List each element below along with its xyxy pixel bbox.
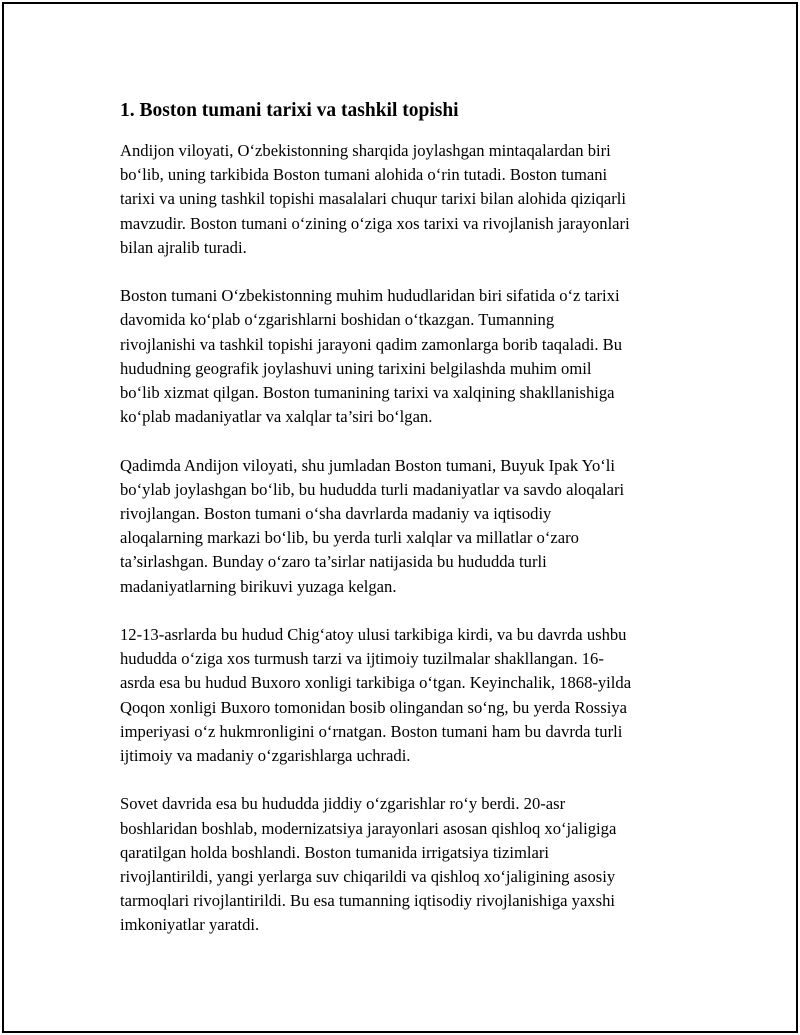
paragraph-line: Andijon viloyati, O‘zbekistonning sharqida joylashgan mintaqalardan biri (120, 141, 611, 160)
body-paragraph (120, 454, 700, 599)
paragraph-line: ijtimoiy va madaniy o‘zgarishlarga uchradi. (120, 746, 411, 766)
paragraph-line: hududning geografik joylashuvi uning tarixini belgilashda muhim omil (120, 358, 592, 378)
section-heading: 1. Boston tumani tarixi va tashkil topishi (120, 100, 459, 121)
paragraph-line: tarixi va uning tashkil topishi masalalari chuqur tarixi bilan alohida qiziqarli (120, 189, 626, 209)
paragraph-line: Boston tumani O‘zbekistonning muhim hududlaridan biri sifatida o‘z tarixi (120, 286, 620, 306)
body-paragraph (120, 284, 700, 429)
document-content (120, 99, 700, 962)
paragraph-line: ko‘plab madaniyatlar va xalqlar ta’siri bo‘lgan. (120, 407, 433, 427)
paragraph-line: bo‘lib xizmat qilgan. Boston tumanining tarixi va xalqining shakllanishiga (120, 383, 615, 403)
paragraph-line: madaniyatlarning birikuvi yuzaga kelgan. (120, 576, 397, 596)
paragraph-line: rivojlantirildi, yangi yerlarga suv chiqarildi va qishloq xo‘jaligining asosiy (120, 867, 616, 887)
paragraph-line: aloqalarning markazi bo‘lib, bu yerda turli xalqlar va millatlar o‘zaro (120, 528, 579, 548)
paragraph-line: 12-13-asrlarda bu hudud Chig‘atoy ulusi tarkibiga kirdi, va bu davrda ushbu (120, 625, 627, 645)
paragraph-line: davomida ko‘plab o‘zgarishlarni boshidan o‘tkazgan. Tumanning (120, 310, 555, 330)
paragraph-line: Qadimda Andijon viloyati, shu jumladan Boston tumani, Buyuk Ipak Yo‘li (120, 455, 616, 475)
paragraph-line: hududda o‘ziga xos turmush tarzi va ijtimoiy tuzilmalar shakllangan. 16- (120, 649, 604, 669)
body-paragraph (120, 623, 700, 768)
paragraph-line: tarmoqlari rivojlantirildi. Bu esa tumanning iqtisodiy rivojlanishiga yaxshi (120, 891, 615, 911)
paragraph-line: bo‘ylab joylashgan bo‘lib, bu hududda turli madaniyatlar va savdo aloqalari (120, 479, 625, 499)
paragraph-line: rivojlangan. Boston tumani o‘sha davrlarda madaniy va iqtisodiy (120, 504, 552, 524)
body-paragraph (120, 792, 700, 937)
paragraph-list (120, 139, 700, 938)
paragraph-line: imkoniyatlar yaratdi. (120, 915, 260, 935)
paragraph-line: boshlaridan boshlab, modernizatsiya jarayonlari asosan qishloq xo‘jaligiga (120, 818, 617, 838)
paragraph-line: imperiyasi o‘z hukmronligini o‘rnatgan. Boston tumani ham bu davrda turli (120, 721, 623, 741)
paragraph-line: Sovet davrida esa bu hududda jiddiy o‘zgarishlar ro‘y berdi. 20-asr (120, 794, 566, 814)
paragraph-line: Qoqon xonligi Buxoro tomonidan bosib olingandan so‘ng, bu yerda Rossiya (120, 697, 627, 717)
paragraph-line: qaratilgan holda boshlandi. Boston tumanida irrigatsiya tizimlari (120, 842, 550, 862)
paragraph-line: asrda esa bu hudud Buxoro xonligi tarkibiga o‘tgan. Keyinchalik, 1868-yilda (120, 673, 632, 693)
body-paragraph (120, 139, 700, 260)
paragraph-line: rivojlanishi va tashkil topishi jarayoni qadim zamonlarga borib taqaladi. Bu (120, 334, 623, 354)
paragraph-line: ta’sirlashgan. Bunday o‘zaro ta’sirlar natijasida bu hududda turli (120, 552, 547, 572)
document-page (2, 2, 798, 1033)
paragraph-line: mavzudir. Boston tumani o‘zining o‘ziga xos tarixi va rivojlanish jarayonlari (120, 213, 630, 233)
paragraph-line: bo‘lib, uning tarkibida Boston tumani alohida o‘rin tutadi. Boston tumani (120, 165, 608, 185)
paragraph-line: bilan ajralib turadi. (120, 237, 247, 257)
